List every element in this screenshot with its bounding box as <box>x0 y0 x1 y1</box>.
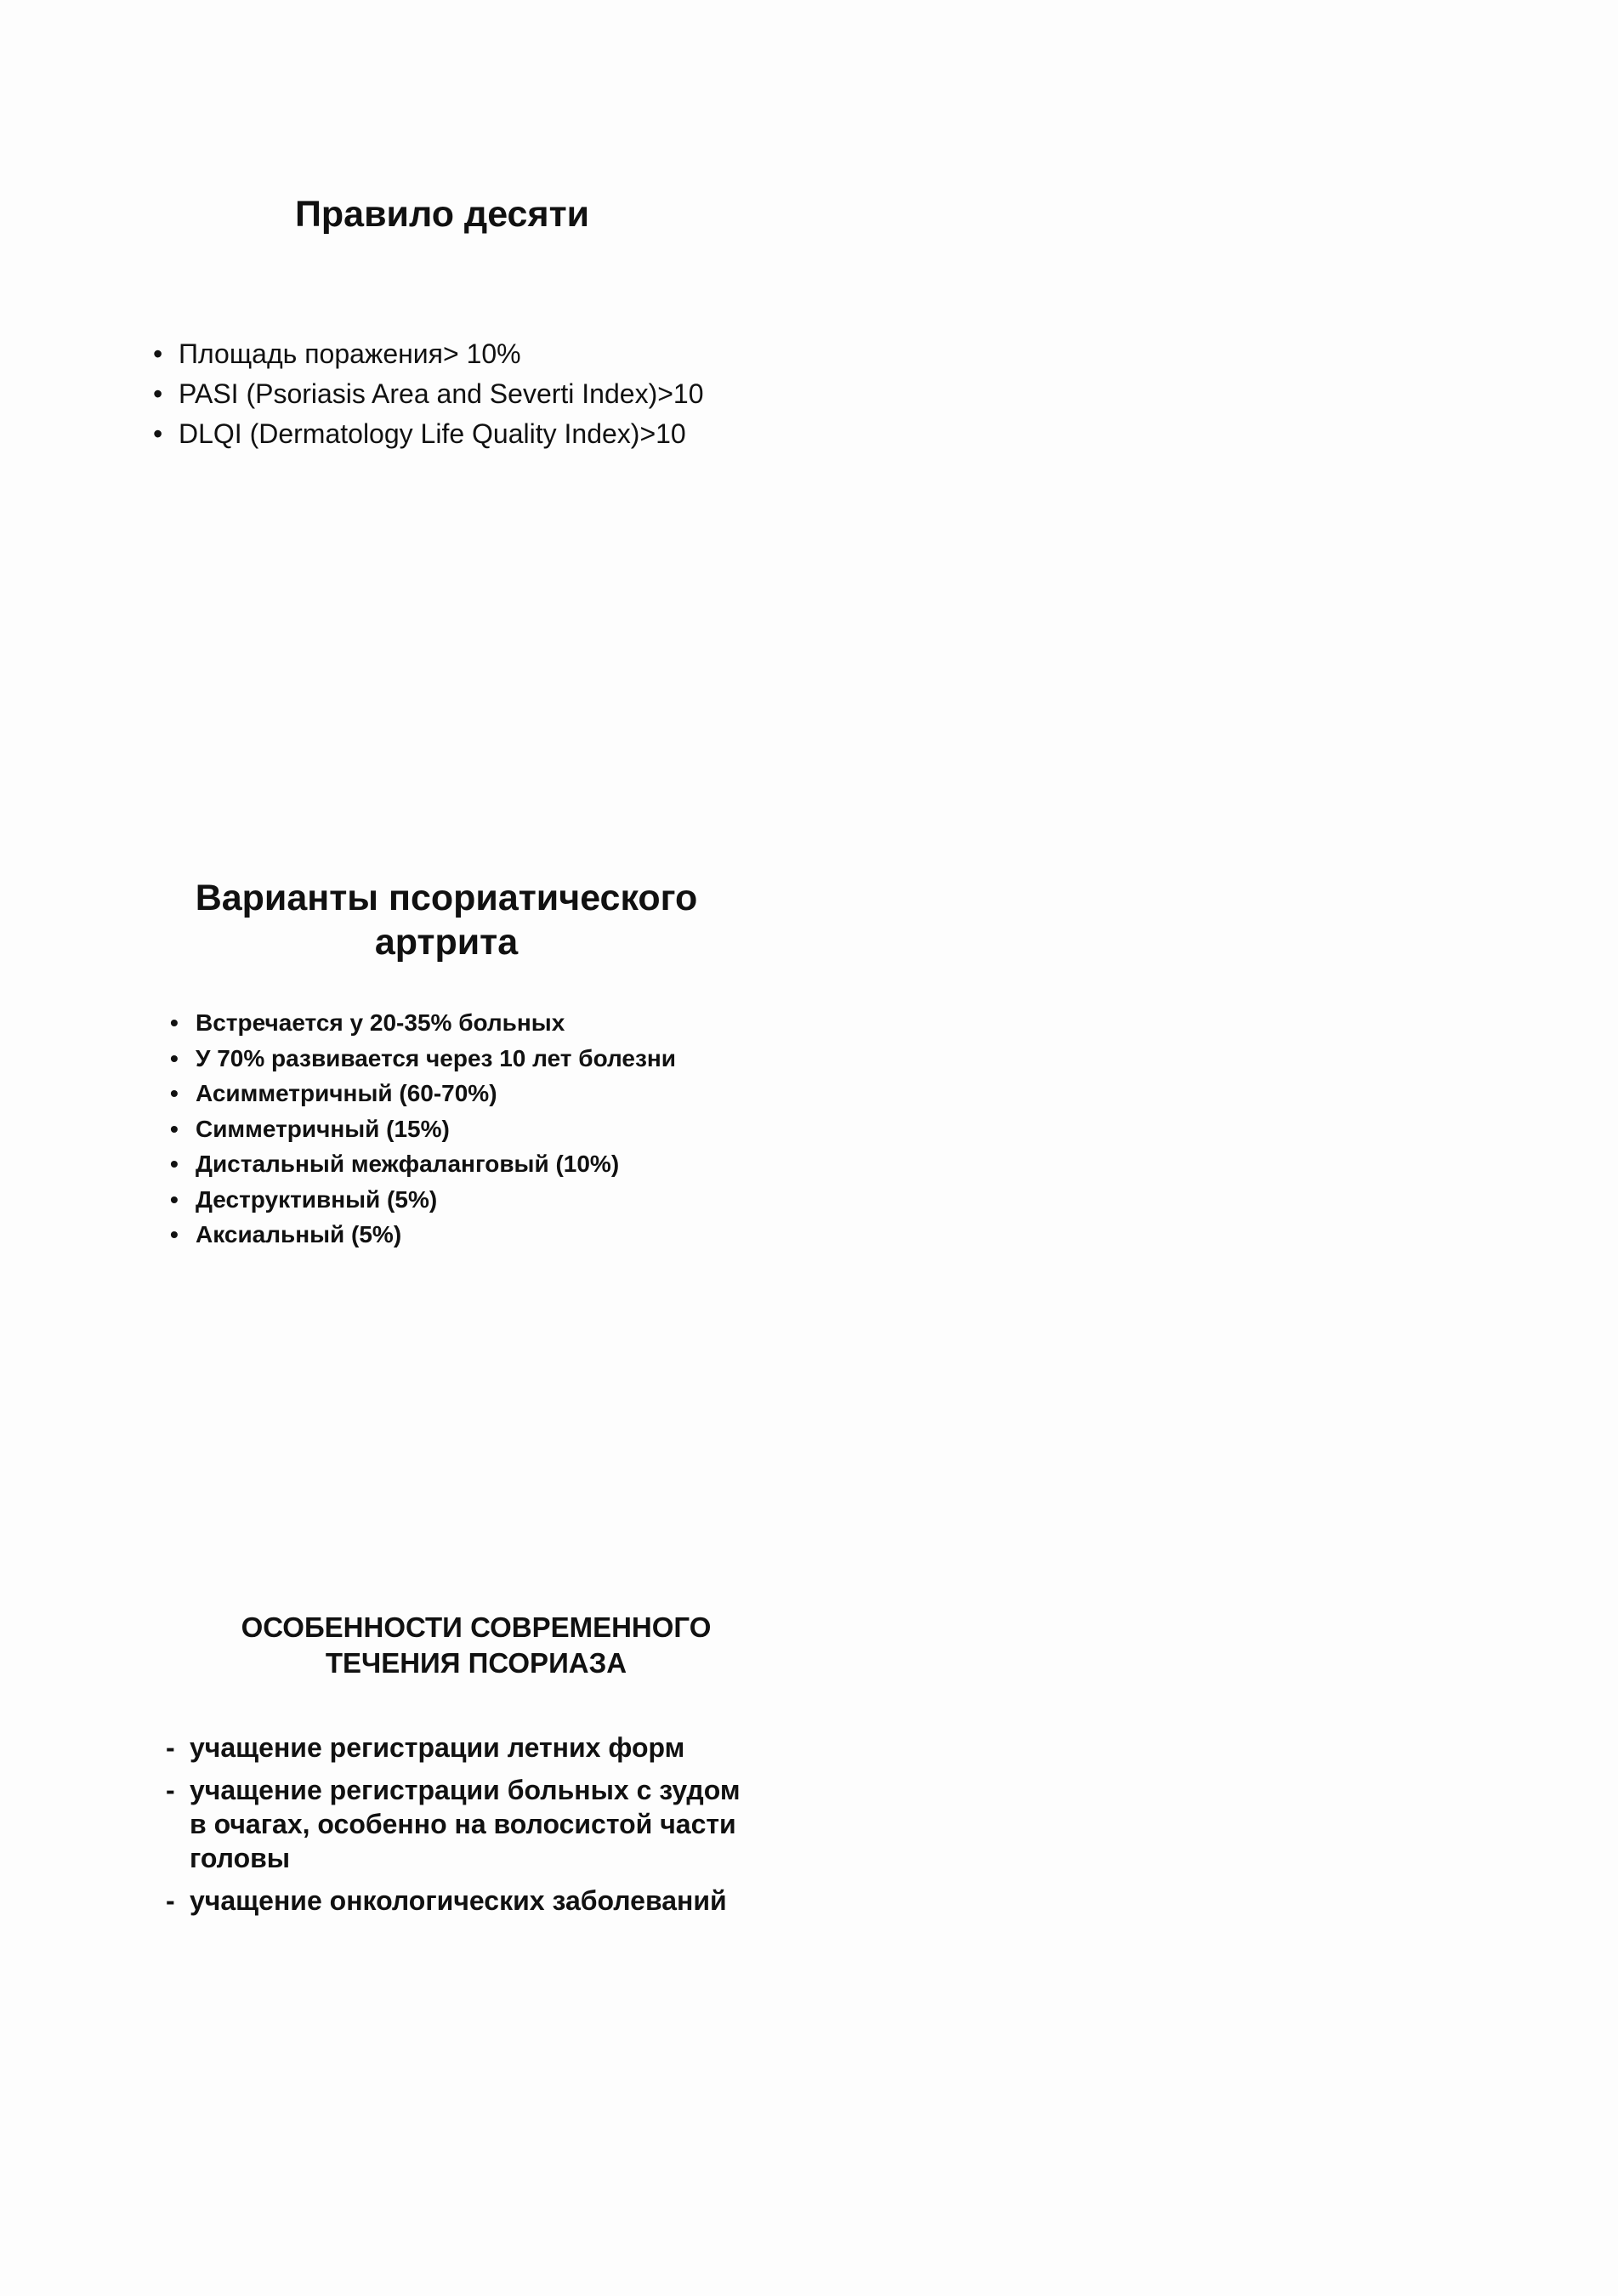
list-item: • Встречается у 20-35% больных <box>170 1005 676 1041</box>
list-item: • Дистальный межфаланговый (10%) <box>170 1146 676 1182</box>
slide-title-line: ОСОБЕННОСТИ СОВРЕМЕННОГО <box>241 1611 712 1643</box>
slide-title-line: артрита <box>374 922 519 963</box>
list-item: • Площадь поражения> 10% <box>153 334 704 374</box>
bullet-list <box>170 1005 676 1253</box>
dash-list <box>166 1731 744 1926</box>
slide-title-line: ТЕЧЕНИЯ ПСОРИАЗА <box>325 1647 627 1679</box>
list-item: - учащение онкологических заболеваний <box>166 1884 744 1918</box>
list-item: • Аксиальный (5%) <box>170 1217 676 1253</box>
list-item: • Деструктивный (5%) <box>170 1182 676 1218</box>
list-item: • У 70% развивается через 10 лет болезни <box>170 1041 676 1077</box>
slide-title-line: Варианты псориатического <box>195 878 698 918</box>
slide-title <box>170 876 723 964</box>
list-item: • Симметричный (15%) <box>170 1111 676 1147</box>
list-item: • DLQI (Dermatology Life Quality Index)>10 <box>153 414 704 454</box>
list-item: - учащение регистрации летних форм <box>166 1731 744 1765</box>
list-item: • Асимметричный (60-70%) <box>170 1076 676 1111</box>
bullet-list <box>153 334 704 454</box>
list-item: • PASI (Psoriasis Area and Severti Index)>10 <box>153 374 704 414</box>
slide-title <box>213 1610 740 1681</box>
list-item: - учащение регистрации больных с зудом в очагах, особенно на волосистой части головы <box>166 1773 744 1875</box>
slide-title: Правило десяти <box>295 194 590 235</box>
